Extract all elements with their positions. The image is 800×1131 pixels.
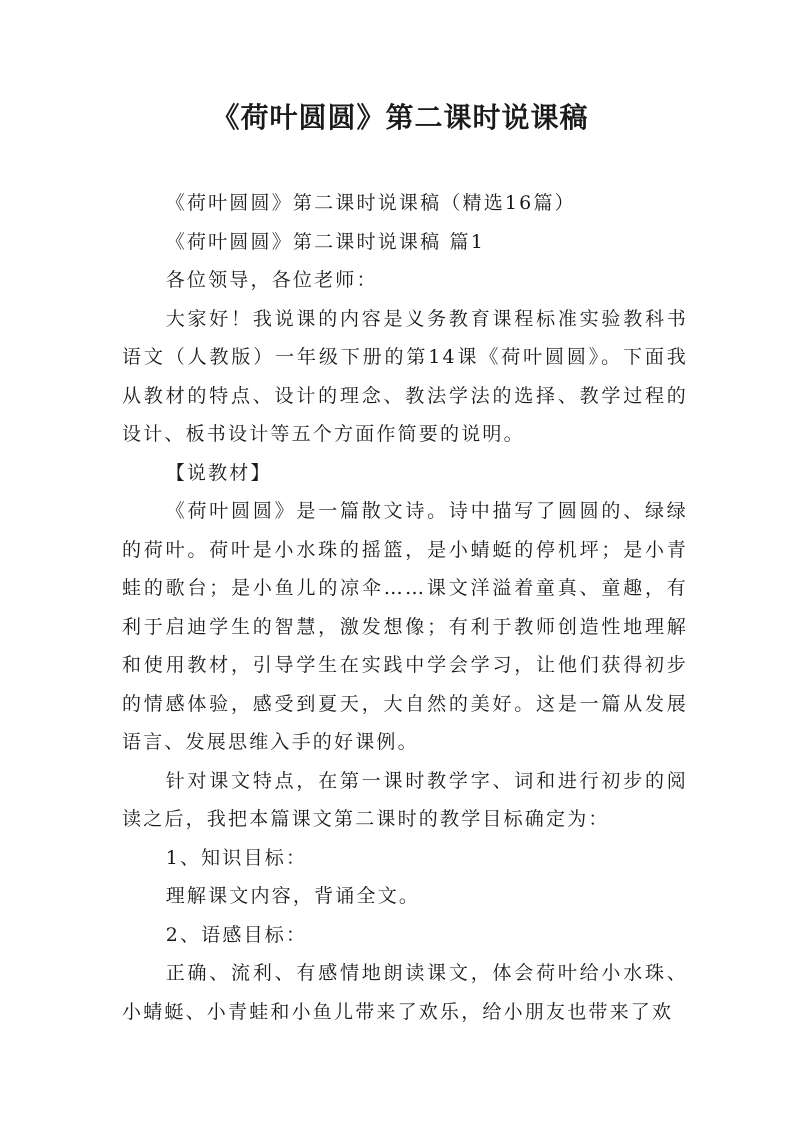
goals-intro-paragraph: 针对课文特点，在第一课时教学字、词和进行初步的阅读之后，我把本篇课文第二课时的教学目标确定为： — [122, 769, 688, 830]
greeting-paragraph: 各位领导，各位老师： — [165, 269, 378, 291]
intro-paragraph: 大家好！我说课的内容是义务教育课程标准实验教科书语文（人教版）一年级下册的第14课《荷叶圆圆》。下面我从教材的特点、设计的理念、教法学法的选择、教学过程的设计、板书设计等五个方面作简要的说明。 — [122, 307, 688, 445]
textbook-paragraph: 《荷叶圆圆》是一篇散文诗。诗中描写了圆圆的、绿绿的荷叶。荷叶是小水珠的摇篮，是小蜻蜓的停机坪；是小青蛙的歌台；是小鱼儿的凉伞……课文洋溢着童真、童趣，有利于启迪学生的智慧，激发想像；有利于教师创造性地理解和使用教材，引导学生在实践中学会学习，让他们获得初步的情感体验，感受到夏天，大自然的美好。这是一篇从发展语言、发展思维入手的好课例。 — [122, 500, 688, 753]
goal-1-text: 理解课文内容，背诵全文。 — [165, 885, 421, 907]
goal-1-heading: 1、知识目标： — [165, 846, 308, 869]
textbook-heading: 【说教材】 — [165, 461, 272, 484]
section-heading: 《荷叶圆圆》第二课时说课稿 篇1 — [165, 230, 486, 253]
document-title: 《荷叶圆圆》第二课时说课稿 — [211, 101, 589, 134]
document-body — [122, 184, 688, 1031]
goal-2-heading: 2、语感目标： — [165, 923, 308, 946]
goal-2-text: 正确、流利、有感情地朗读课文，体会荷叶给小水珠、小蜻蜓、小青蛙和小鱼儿带来了欢乐，给小朋友也带来了欢 — [122, 962, 688, 1023]
subtitle-paragraph: 《荷叶圆圆》第二课时说课稿（精选16篇） — [165, 192, 576, 214]
